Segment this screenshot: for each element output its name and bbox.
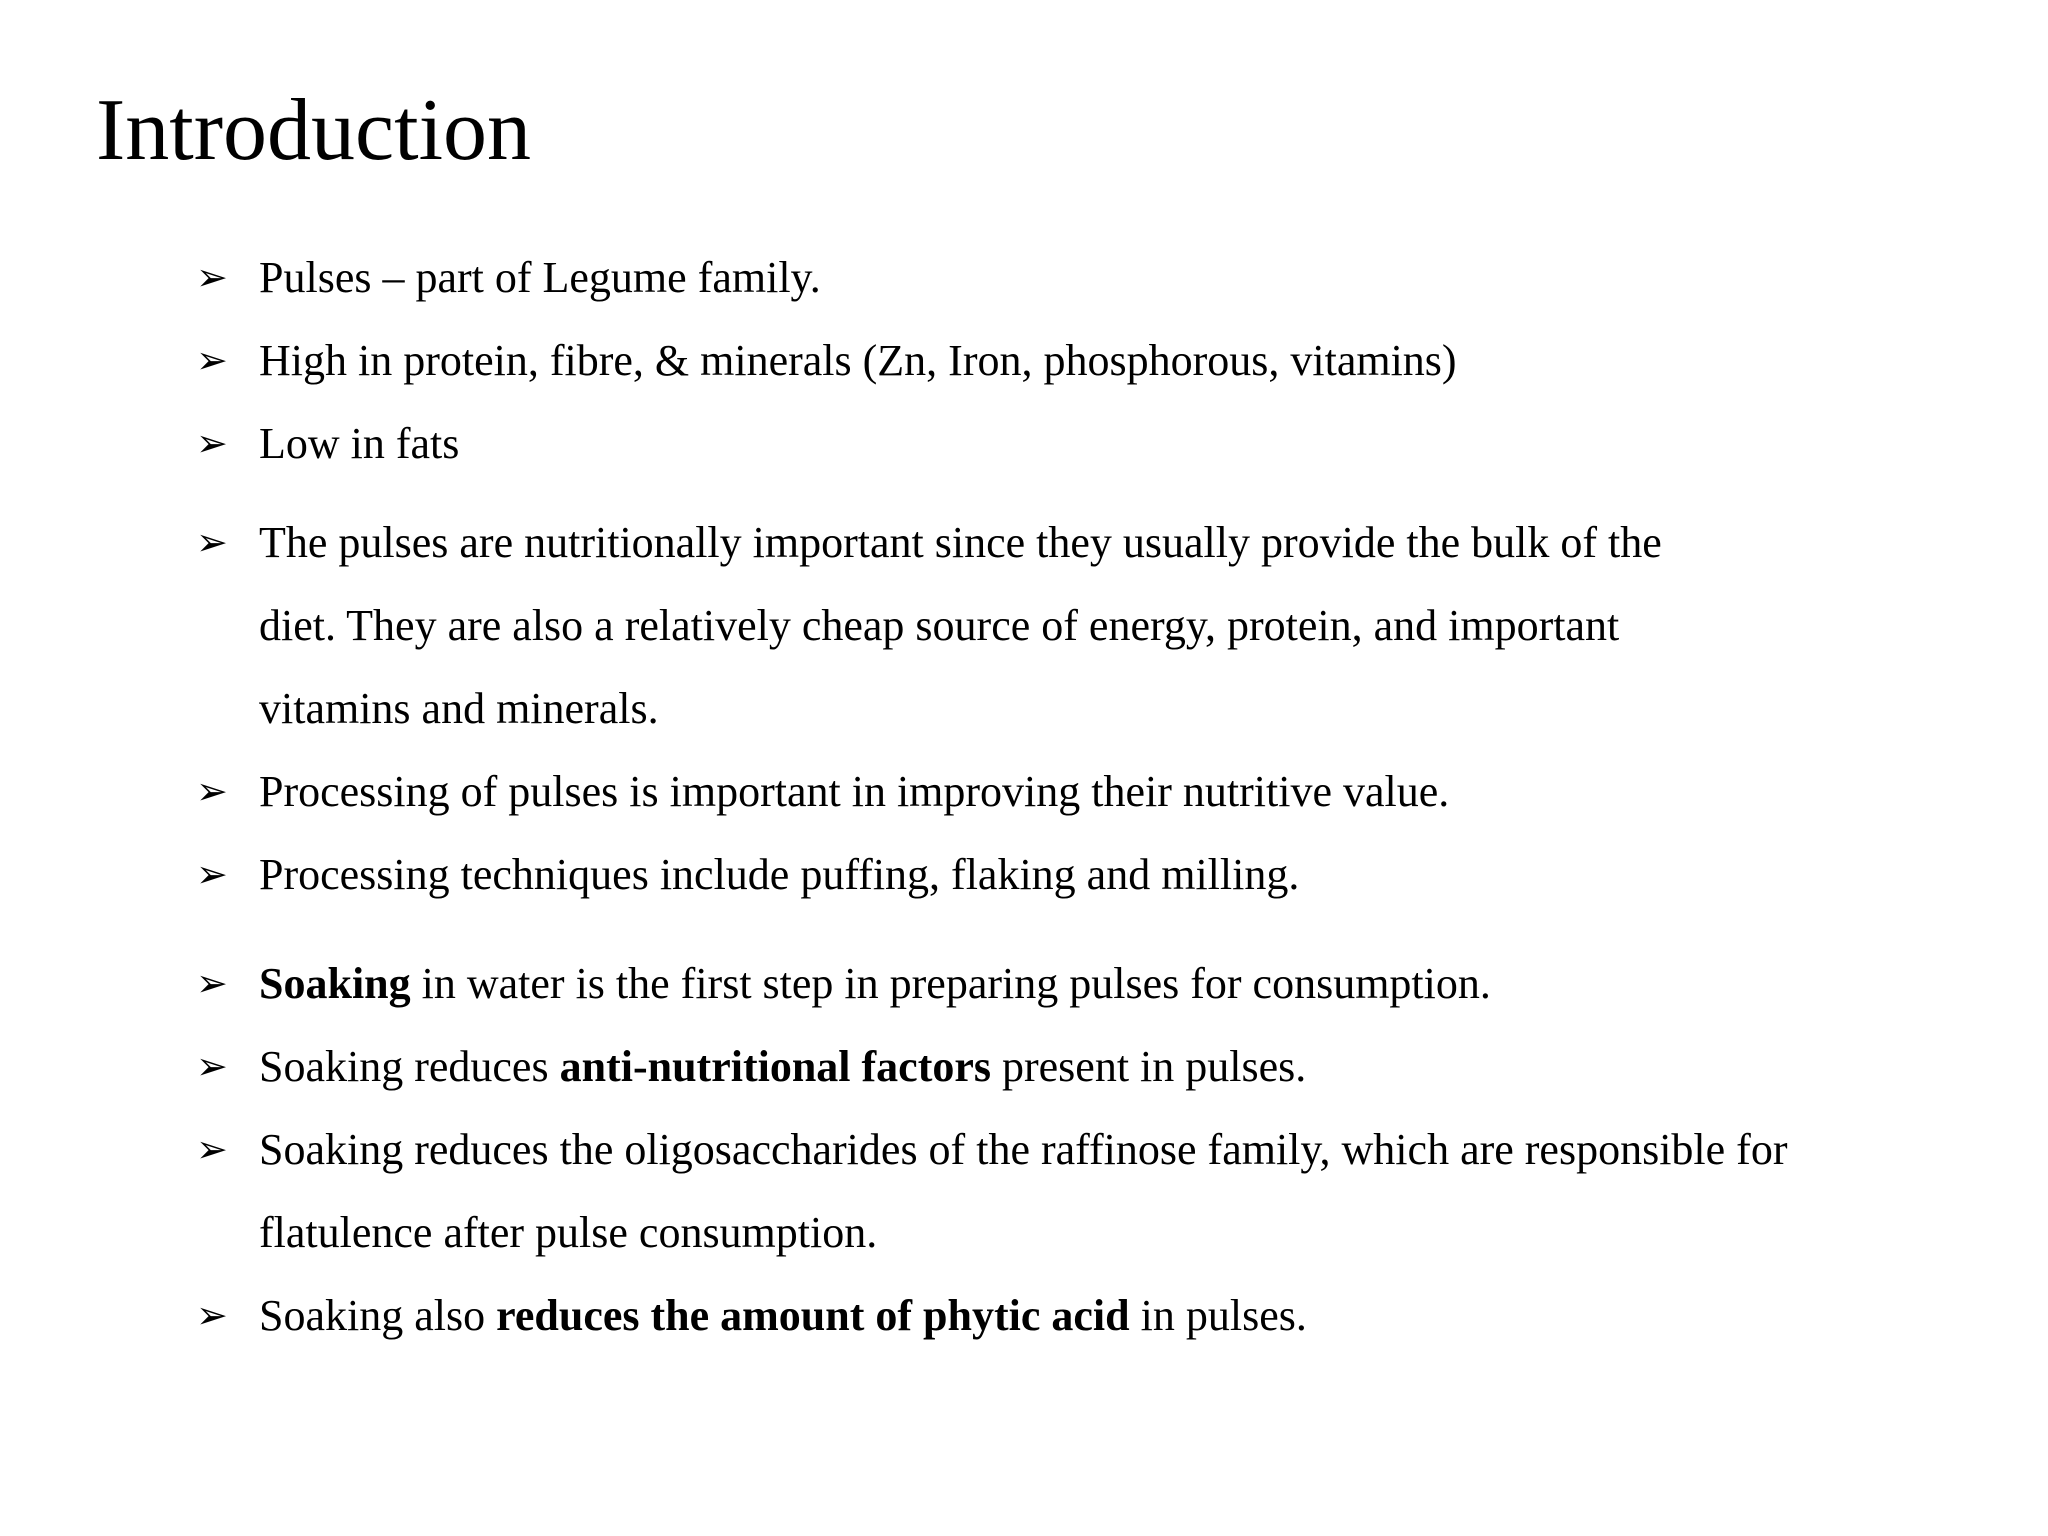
arrow-bullet-icon: ➢ (196, 1044, 228, 1088)
arrow-bullet-icon: ➢ (196, 255, 228, 299)
bullet-text: Soaking reduces anti-nutritional factors present in pulses. (259, 1042, 1307, 1091)
arrow-bullet-icon: ➢ (196, 338, 228, 382)
bullet-text: Processing techniques include puffing, flaking and milling. (259, 850, 1300, 899)
bullet-text: Soaking also reduces the amount of phytic acid in pulses. (259, 1291, 1307, 1340)
bullet-text: Soaking reduces the oligosaccharides of the raffinose family, which are responsible for flatulence after pulse consumption. (259, 1125, 1788, 1257)
arrow-bullet-icon: ➢ (196, 769, 228, 813)
arrow-bullet-icon: ➢ (196, 852, 228, 896)
arrow-bullet-icon: ➢ (196, 1127, 228, 1171)
bullet-text: Processing of pulses is important in improving their nutritive value. (259, 767, 1450, 816)
arrow-bullet-icon: ➢ (196, 520, 228, 564)
arrow-bullet-icon: ➢ (196, 961, 228, 1005)
arrow-bullet-icon: ➢ (196, 1293, 228, 1337)
bullet-text: Pulses – part of Legume family. (259, 253, 821, 302)
arrow-bullet-icon: ➢ (196, 421, 228, 465)
slide-title: Introduction (96, 82, 532, 179)
bullet-text: Soaking in water is the first step in preparing pulses for consumption. (259, 959, 1491, 1008)
bullet-text: High in protein, fibre, & minerals (Zn, Iron, phosphorous, vitamins) (259, 336, 1457, 385)
bullet-text: Low in fats (259, 419, 460, 468)
bullet-text: The pulses are nutritionally important since they usually provide the bulk of the diet. They are also a relatively cheap source of energy, protein, and important vitamins and minerals. (259, 518, 1662, 733)
